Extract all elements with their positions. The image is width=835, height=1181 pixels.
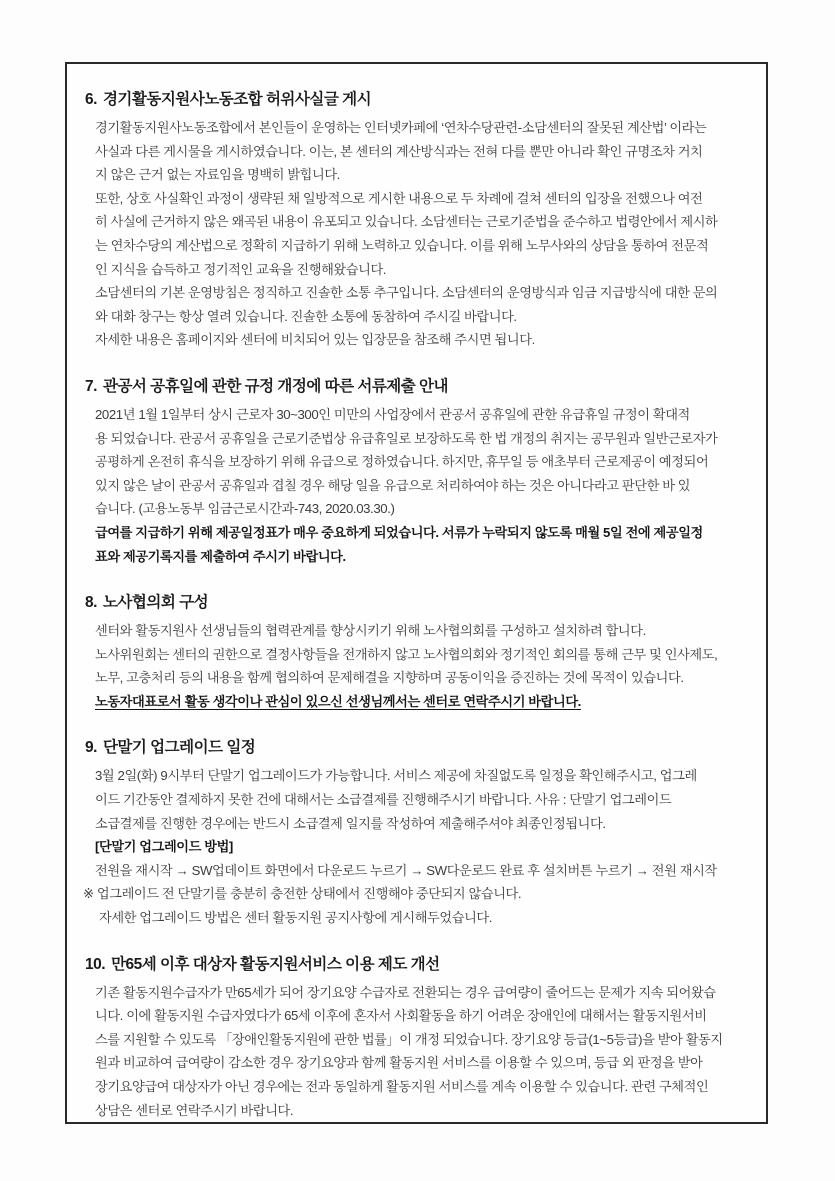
notice-section bbox=[83, 736, 752, 929]
notice-section bbox=[83, 591, 752, 713]
text-line: 히 사실에 근거하지 않은 왜곡된 내용이 유포되고 있습니다. 소담센터는 근로기준법을 준수하고 법령안에서 제시하 bbox=[95, 214, 718, 230]
text-line: 기존 활동지원수급자가 만65세가 되어 장기요양 수급자로 전환되는 경우 급여량이 줄어드는 문제가 지속 되어왔습 bbox=[95, 984, 716, 1000]
section-number: 7. bbox=[85, 377, 97, 395]
text-block bbox=[83, 690, 752, 714]
section-heading bbox=[83, 88, 752, 112]
section-number: 10. bbox=[85, 955, 106, 973]
text-line: 자세한 업그레이드 방법은 센터 활동지원 공지사항에 게시해두었습니다. bbox=[99, 910, 493, 926]
section-number: 8. bbox=[85, 594, 97, 612]
text-line: [단말기 업그레이드 방법] bbox=[95, 839, 233, 855]
text-line: 경기활동지원사노동조합에서 본인들이 운영하는 인터넷카페에 ‘연차수당관련-소담센터의 잘못된 계산법’ 이라는 bbox=[95, 120, 707, 135]
text-line: 이드 기간동안 결제하지 못한 건에 대해서는 소급결제를 진행해주시기 바랍니다. 사유 : 단말기 업그레이드 bbox=[95, 792, 672, 808]
text-line: 있지 않은 날이 관공서 공휴일과 겹칠 경우 해당 일을 유급으로 처리하여야 하는 것은 아니다라고 판단한 바 있 bbox=[95, 477, 691, 493]
text-line: 노무, 고충처리 등의 내용을 함께 협의하여 문제해결을 지향하며 공동이익을 증진하는 것에 목적이 있습니다. bbox=[95, 670, 684, 686]
section-title: 단말기 업그레이드 일정 bbox=[102, 739, 256, 757]
notice-body bbox=[83, 88, 752, 1122]
text-line: 급여를 지급하기 위해 제공일정표가 매우 중요하게 되었습니다. 서류가 누락되지 않도록 매월 5일 전에 제공일정 bbox=[95, 524, 703, 540]
text-block bbox=[83, 882, 752, 906]
text-block bbox=[83, 521, 752, 568]
text-block bbox=[83, 116, 752, 187]
notice-frame bbox=[65, 62, 768, 1124]
text-line: 노사위원회는 센터의 권한으로 결정사항들을 전개하지 않고 노사협의회와 정기적인 회의를 통해 근무 및 인사제도, bbox=[95, 646, 718, 662]
text-line: 니다. 이에 활동지원 수급자였다가 65세 이후에 혼자서 사회활동을 하기 어려운 장애인에 대해서는 활동지원서비 bbox=[95, 1008, 707, 1024]
text-line: 는 연차수당의 계산법으로 정확히 지급하기 위해 노력하고 있습니다. 이를 위해 노무사와의 상담을 통하여 전문적 bbox=[95, 237, 709, 253]
section-number: 6. bbox=[85, 91, 97, 108]
text-block bbox=[83, 619, 752, 690]
text-line: 센터와 활동지원사 선생님들의 협력관계를 향상시키기 위해 노사협의회를 구성하고 설치하려 합니다. bbox=[95, 623, 646, 639]
section-title: 노사협의회 구성 bbox=[102, 594, 209, 612]
text-block bbox=[83, 403, 752, 521]
text-line: 전원을 재시작 → SW업데이트 화면에서 다운로드 누르기 → SW다운로드 완료 후 설치버튼 누르기 → 전원 재시작 bbox=[95, 862, 717, 878]
text-line: 장기요양급여 대상자가 아닌 경우에는 전과 동일하게 활동지원 서비스를 계속 이용할 수 있습니다. 관련 구체적인 bbox=[95, 1079, 709, 1094]
text-block bbox=[83, 981, 752, 1123]
text-line: 3월 2일(화) 9시부터 단말기 업그레이드가 가능합니다. 서비스 제공에 차질없도록 일정을 확인해주시고, 업그레 bbox=[95, 768, 697, 784]
text-line: 노동자대표로서 활동 생각이나 관심이 있으신 선생님께서는 센터로 연락주시기 바랍니다. bbox=[95, 693, 581, 709]
notice-section bbox=[83, 375, 752, 568]
notice-section bbox=[83, 88, 752, 352]
notice-section bbox=[83, 953, 752, 1123]
section-title: 경기활동지원사노동조합 허위사실글 게시 bbox=[102, 91, 372, 108]
text-line: 와 대화 창구는 항상 열려 있습니다. 진솔한 소통에 동참하여 주시길 바랍니다. bbox=[95, 308, 517, 324]
text-line: 사실과 다른 게시물을 게시하였습니다. 이는, 본 센터의 계산방식과는 전혀 다를 뿐만 아니라 확인 규명조차 거치 bbox=[95, 143, 703, 159]
text-block bbox=[83, 764, 752, 835]
text-line: 공평하게 온전히 휴식을 보장하기 위해 유급으로 정하였습니다. 하지만, 휴무일 등 애초부터 근로제공이 예정되어 bbox=[95, 454, 709, 470]
text-line: 2021년 1월 1일부터 상시 근로자 30~300인 미만의 사업장에서 관공서 공휴일에 관한 유급휴일 규정이 확대적 bbox=[95, 406, 690, 422]
section-heading bbox=[83, 591, 752, 615]
text-line: 지 않은 근거 없는 자료임을 명백히 밝힙니다. bbox=[95, 167, 340, 183]
text-block bbox=[83, 281, 752, 328]
text-line: 소담센터의 기본 운영방침은 정직하고 진솔한 소통 추구입니다. 소담센터의 운영방식과 임금 지급방식에 대한 문의 bbox=[95, 285, 718, 301]
section-heading bbox=[83, 375, 752, 399]
text-line: 소급결제를 진행한 경우에는 반드시 소급결제 일지를 작성하여 제출해주셔야 최종인정됩니다. bbox=[95, 815, 606, 831]
section-title: 만65세 이후 대상자 활동지원서비스 이용 제도 개선 bbox=[111, 955, 440, 973]
text-block bbox=[83, 328, 752, 352]
text-line: 상담은 센터로 연락주시기 바랍니다. bbox=[95, 1102, 294, 1118]
section-heading bbox=[83, 953, 752, 977]
text-line: 인 지식을 습득하고 정기적인 교육을 진행해왔습니다. bbox=[95, 261, 387, 277]
section-title: 관공서 공휴일에 관한 규정 개정에 따른 서류제출 안내 bbox=[102, 377, 448, 395]
text-block bbox=[83, 187, 752, 281]
text-line: 자세한 내용은 홈페이지와 센터에 비치되어 있는 입장문을 참조해 주시면 됩니다. bbox=[95, 332, 535, 348]
text-line: 용 되었습니다. 관공서 공휴일을 근로기준법상 유급휴일로 보장하도록 한 법 개정의 취지는 공무원과 일반근로자가 bbox=[95, 430, 718, 446]
section-heading bbox=[83, 736, 752, 760]
text-line: 원과 비교하여 급여량이 감소한 경우 장기요양과 함께 활동지원 서비스를 이용할 수 있으며, 등급 외 판정을 받아 bbox=[95, 1055, 703, 1071]
text-line: 또한, 상호 사실확인 과정이 생략된 채 일방적으로 게시한 내용으로 두 차례에 걸쳐 센터의 입장을 전했으나 여전 bbox=[95, 190, 703, 206]
section-number: 9. bbox=[85, 739, 97, 757]
text-block bbox=[83, 906, 752, 930]
text-block bbox=[83, 835, 752, 859]
text-block bbox=[83, 859, 752, 883]
text-line: ※ 업그레이드 전 단말기를 충분히 충전한 상태에서 진행해야 중단되지 않습니다. bbox=[83, 886, 522, 902]
text-line: 표와 제공기록지를 제출하여 주시기 바랍니다. bbox=[95, 548, 346, 564]
text-line: 스를 지원할 수 있도록 「장애인활동지원에 관한 법률」이 개정 되었습니다. 장기요양 등급(1~5등급)을 받아 활동지 bbox=[95, 1031, 723, 1047]
text-line: 습니다. (고용노동부 임금근로시간과-743, 2020.03.30.) bbox=[95, 501, 395, 517]
